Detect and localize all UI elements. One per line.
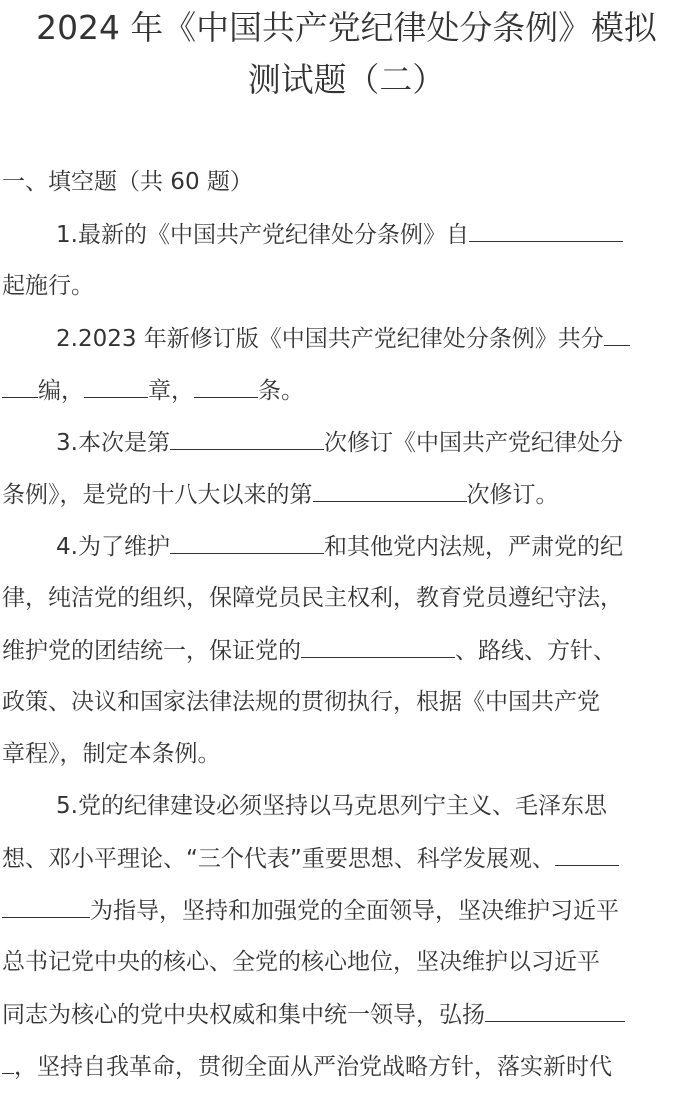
question-1-text: 1.最新的《中国共产党纪律处分条例》自 [56,222,469,248]
answer-blank [555,843,619,866]
question-4-text-a: 4.为了维护 [56,534,170,560]
question-4-text-d: 维护党的团结统一，保证党的 [2,638,301,664]
question-2-text-c: 章， [148,378,194,404]
question-2-line-1 [56,323,630,354]
answer-blank [170,531,324,554]
question-3-text-c: 条例》，是党的十八大以来的第 [2,482,313,508]
question-3-text-b: 次修订《中国共产党纪律处分 [323,430,623,456]
question-4-line-4: 政策、决议和国家法律法规的贯彻执行，根据《中国共产党 [2,689,600,715]
question-4-text-b: 和其他党内法规，严肃党的纪 [323,534,623,560]
question-2-text-b: 编， [38,378,84,404]
question-5-text-b: 想、邓小平理论、“三个代表”重要思想、科学发展观、 [2,846,555,872]
question-4-line-5: 章程》，制定本条例。 [2,741,221,767]
question-5-text-c: 为指导，坚持和加强党的全面领导，坚决维护习近平 [90,898,619,924]
question-5-line-2 [2,843,619,874]
question-3-text-a: 3.本次是第 [56,430,170,456]
answer-blank [2,1051,14,1074]
question-2-text-d: 条。 [258,378,304,404]
answer-blank [194,375,258,398]
question-4-line-2: 律，纯洁党的组织，保障党员民主权利，教育党员遵纪守法， [2,585,623,611]
question-5-line-3 [2,895,619,926]
answer-blank [604,323,630,346]
question-3-text-d: 次修订。 [466,482,559,508]
section-heading: 一、填空题（共 60 题） [2,169,253,195]
answer-blank [301,635,455,658]
question-2-line-2 [2,375,304,406]
answer-blank [313,479,467,502]
question-3-line-1 [56,427,623,458]
question-2-text: 2.2023 年新修订版《中国共产党纪律处分条例》共分 [56,326,604,352]
question-1-line-1 [56,219,623,250]
question-3-line-2 [2,479,559,510]
question-5-line-5 [2,999,625,1030]
answer-blank [2,375,38,398]
question-1-line-2: 起施行。 [2,273,94,299]
answer-blank [170,427,324,450]
question-4-line-1 [56,531,623,562]
answer-blank [2,895,90,918]
question-4-text-e: 、路线、方针、 [455,638,616,664]
question-4-line-3 [2,635,616,666]
answer-blank [84,375,148,398]
question-5-text-f: ，坚持自我革命，贯彻全面从严治党战略方针，落实新时代 [14,1054,612,1080]
question-5-text-e: 同志为核心的党中央权威和集中统一领导，弘扬 [2,1002,485,1028]
question-5-line-4: 总书记党中央的核心、全党的核心地位，坚决维护以习近平 [2,949,600,975]
answer-blank [469,219,623,242]
answer-blank [485,999,625,1022]
question-5-line-6 [2,1051,612,1082]
document-title-line-1: 2024 年《中国共产党纪律处分条例》模拟 [36,8,657,47]
document-title-line-2: 测试题（二） [247,60,446,99]
question-5-line-1: 5.党的纪律建设必须坚持以马克思列宁主义、毛泽东思 [56,793,607,819]
